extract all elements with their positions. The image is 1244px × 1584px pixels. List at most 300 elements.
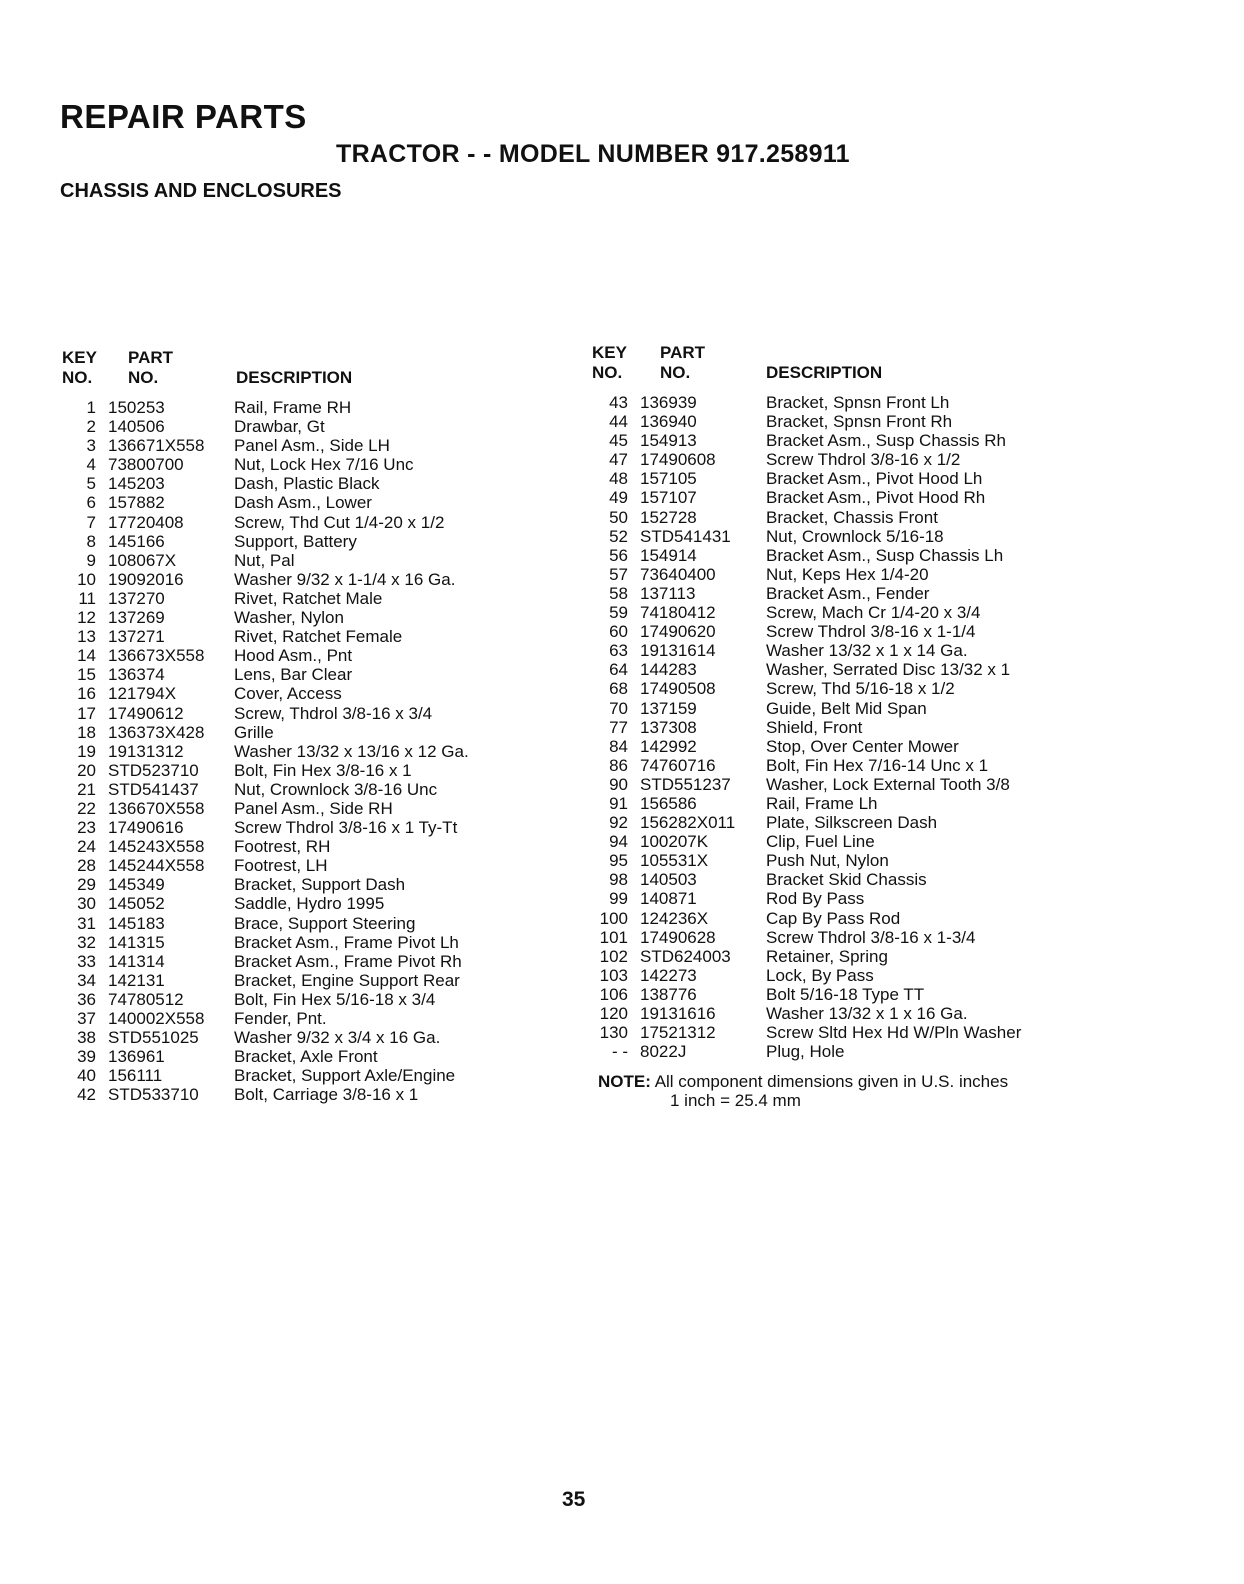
key-number: 22 [77,798,96,818]
part-number: 73800700 [108,455,184,475]
part-description: Bracket Asm., Susp Chassis Lh [766,545,1004,565]
part-number: 145243X558 [108,837,205,857]
table-row [588,527,1076,546]
key-number: 39 [77,1047,96,1067]
part-number: 74780512 [108,989,184,1009]
part-description: Bracket Asm., Frame Pivot Lh [234,932,459,952]
part-description: Washer 13/32 x 1 x 16 Ga. [766,1004,968,1023]
key-number: 36 [77,989,96,1009]
part-description: Screw, Thd Cut 1/4-20 x 1/2 [234,512,445,532]
part-number: 145349 [108,875,165,895]
key-number: 19 [77,741,96,761]
table-row [588,775,1076,794]
table-row [56,665,544,684]
part-description: Push Nut, Nylon [766,851,889,871]
table-row [56,1085,544,1104]
part-description: Washer, Lock External Tooth 3/8 [766,774,1010,794]
key-number: 92 [609,813,628,833]
part-number: STD523710 [108,760,199,780]
part-description: Lock, By Pass [766,965,874,985]
part-description: Screw Thdrol 3/8-16 x 1-1/4 [766,622,976,642]
part-description: Fender, Pnt. [234,1009,327,1028]
key-number: 70 [609,698,628,718]
table-row [588,756,1076,775]
key-number: 34 [77,970,96,990]
table-row [588,565,1076,584]
part-description: Footrest, RH [234,837,331,857]
part-description: Bracket Asm., Pivot Hood Lh [766,469,983,489]
part-number: 145244X558 [108,856,205,876]
part-description: Cap By Pass Rod [766,908,901,928]
part-description: Rail, Frame Lh [766,793,878,813]
page-number: 35 [562,1488,586,1511]
key-number: 77 [609,717,628,737]
table-row [588,469,1076,488]
table-row [56,436,544,455]
table-row [56,646,544,665]
parts-list-left [56,348,544,1104]
key-number: 16 [77,684,96,704]
table-row [56,1028,544,1047]
part-number: 145052 [108,894,165,914]
table-row [588,889,1076,908]
part-number: 144283 [640,660,697,680]
table-row [56,971,544,990]
table-row [588,641,1076,660]
key-number: 45 [609,431,628,451]
table-row [588,679,1076,698]
model-number-heading: TRACTOR - - MODEL NUMBER 917.258911 [336,140,850,168]
table-row [56,761,544,780]
key-number: 33 [77,951,96,971]
key-number: 102 [599,946,628,966]
part-number: 105531X [640,851,709,871]
key-number: 50 [609,507,628,527]
part-number: 154914 [640,545,697,565]
key-number: 7 [86,512,96,532]
part-number: 152728 [640,507,697,527]
key-number: 43 [609,393,628,412]
key-number: 91 [609,793,628,813]
part-description: Bracket Asm., Susp Chassis Rh [766,431,1006,451]
part-number: 157107 [640,488,697,508]
part-description: Bracket, Engine Support Rear [234,970,460,990]
key-number: 57 [609,564,628,584]
part-description: Support, Battery [234,531,357,551]
parts-rows-left [56,398,544,1104]
description-header: DESCRIPTION [236,368,353,387]
key-number: 31 [77,913,96,933]
part-description: Bracket Skid Chassis [766,870,927,890]
key-number: 30 [77,894,96,914]
table-row [56,398,544,417]
part-description: Dash, Plastic Black [234,474,380,494]
part-description: Lens, Bar Clear [234,665,353,685]
table-row [588,851,1076,870]
table-row [56,780,544,799]
part-number: 157882 [108,493,165,513]
part-description: Retainer, Spring [766,946,888,966]
part-description: Screw Sltd Hex Hd W/Pln Washer [766,1023,1022,1043]
part-description: Washer 9/32 x 1-1/4 x 16 Ga. [234,569,456,589]
table-row [588,794,1076,813]
part-description: Cover, Access [234,684,342,704]
key-number: 11 [78,588,96,608]
part-description: Bolt, Fin Hex 7/16-14 Unc x 1 [766,755,989,775]
part-description: Bolt 5/16-18 Type TT [766,984,925,1004]
table-row [588,622,1076,641]
part-number: STD551237 [640,774,731,794]
part-number: 138776 [640,984,697,1004]
part-description: Bolt, Fin Hex 5/16-18 x 3/4 [234,989,436,1009]
part-number: 124236X [640,908,709,928]
key-number: 17 [77,703,96,723]
part-number: 140506 [108,417,165,437]
part-number: 8022J [640,1042,687,1062]
parts-rows-right [588,393,1076,1061]
key-number: 63 [609,641,628,661]
key-number: 5 [86,474,96,494]
key-number: 106 [599,984,628,1004]
part-description: Rod By Pass [766,889,865,909]
key-number: 21 [77,779,96,799]
part-number: STD551025 [108,1028,199,1048]
key-number: 12 [77,608,96,628]
part-description: Stop, Over Center Mower [766,736,959,756]
key-number: 23 [77,818,96,838]
part-description: Washer, Serrated Disc 13/32 x 1 [766,660,1011,680]
part-number: 121794X [108,684,177,704]
table-row [588,985,1076,1004]
part-header-line2: NO. [128,368,159,387]
part-description: Guide, Belt Mid Span [766,698,927,718]
part-number: 108067X [108,550,177,570]
part-description: Rivet, Ratchet Male [234,588,383,608]
key-number: 99 [609,889,628,909]
part-number: STD624003 [640,946,731,966]
table-row [588,603,1076,622]
table-row [588,412,1076,431]
part-number: 140503 [640,870,697,890]
part-description: Bracket Asm., Frame Pivot Rh [234,951,462,971]
note-label: NOTE: [598,1072,651,1091]
part-description: Nut, Lock Hex 7/16 Unc [234,455,414,475]
key-number: 8 [86,531,96,551]
part-number: 150253 [108,398,165,417]
table-row [56,914,544,933]
key-number: 20 [77,760,96,780]
part-description: Nut, Crownlock 5/16-18 [766,526,944,546]
part-description: Panel Asm., Side LH [234,436,390,456]
part-number: 136939 [640,393,697,412]
part-number: 156111 [108,1066,163,1086]
part-description: Bolt, Carriage 3/8-16 x 1 [234,1085,419,1105]
table-row [56,551,544,570]
part-description: Shield, Front [766,717,863,737]
part-description: Dash Asm., Lower [234,493,372,513]
table-row [588,1042,1076,1061]
key-number: 9 [86,550,96,570]
table-row [588,928,1076,947]
key-number: - - [611,1042,628,1062]
part-number: 17490628 [640,927,716,947]
part-number: 140002X558 [108,1009,205,1028]
part-number: 140871 [640,889,697,909]
key-number: 44 [609,412,628,432]
key-number: 1 [86,398,96,417]
table-row [56,474,544,493]
key-number: 13 [77,627,96,647]
part-description: Plate, Silkscreen Dash [766,813,938,833]
part-number: 137271 [108,627,165,647]
part-description: Screw Thdrol 3/8-16 x 1 Ty-Tt [234,818,458,838]
table-row [56,1047,544,1066]
part-description: Bracket, Chassis Front [766,507,938,527]
table-row [588,660,1076,679]
part-description: Panel Asm., Side RH [234,798,393,818]
part-description: Bracket, Spnsn Front Rh [766,412,953,432]
table-row [588,1023,1076,1042]
key-number: 14 [77,646,96,666]
part-description: Screw Thdrol 3/8-16 x 1/2 [766,450,961,470]
key-number: 32 [77,932,96,952]
table-row [588,737,1076,756]
key-number: 56 [609,545,628,565]
key-number: 28 [77,856,96,876]
part-number: 136961 [108,1047,165,1067]
part-number: 145183 [108,913,165,933]
key-number: 86 [609,755,628,775]
table-row [56,742,544,761]
part-description: Screw, Thd 5/16-18 x 1/2 [766,679,955,699]
part-number: 136373X428 [108,722,205,742]
part-number: 17521312 [640,1023,716,1043]
part-number: 73640400 [640,564,716,584]
part-description: Plug, Hole [766,1042,845,1062]
table-row [588,393,1076,412]
part-number: 142131 [108,970,165,990]
key-header-line1: KEY [592,343,627,362]
part-number: 137269 [108,608,165,628]
table-row [56,875,544,894]
part-number: 17490616 [108,818,184,838]
table-row [56,856,544,875]
part-description: Bracket, Axle Front [234,1047,378,1067]
part-number: 17720408 [108,512,184,532]
part-description: Bracket, Spnsn Front Lh [766,393,950,412]
part-description: Screw Thdrol 3/8-16 x 1-3/4 [766,927,976,947]
key-number: 94 [609,832,628,852]
table-row [588,966,1076,985]
key-number: 3 [86,436,96,456]
part-description: Drawbar, Gt [234,417,325,437]
key-header-line2: NO. [592,363,623,382]
key-number: 130 [599,1023,628,1043]
key-number: 6 [86,493,96,513]
key-number: 58 [609,583,628,603]
key-number: 95 [609,851,628,871]
table-row [588,947,1076,966]
part-description: Rail, Frame RH [234,398,352,417]
part-number: 141315 [108,932,165,952]
part-number: 74760716 [640,755,716,775]
part-number: 137270 [108,588,165,608]
part-description: Nut, Pal [234,550,295,570]
table-row [56,952,544,971]
part-description: Bracket Asm., Pivot Hood Rh [766,488,986,508]
table-row [56,570,544,589]
table-row [588,870,1076,889]
table-row [56,684,544,703]
table-row [588,813,1076,832]
key-number: 37 [77,1009,96,1028]
part-description: Footrest, LH [234,856,328,876]
part-number: STD541431 [640,526,731,546]
key-number: 18 [77,722,96,742]
part-number: 136374 [108,665,165,685]
key-number: 2 [86,417,96,437]
table-row [56,723,544,742]
part-number: 142273 [640,965,697,985]
part-number: 17490612 [108,703,184,723]
table-row [56,933,544,952]
part-header-line1: PART [660,343,706,362]
table-row [56,837,544,856]
table-row [56,532,544,551]
note-conversion: 1 inch = 25.4 mm [670,1091,801,1110]
part-description: Screw, Thdrol 3/8-16 x 3/4 [234,703,433,723]
key-number: 4 [86,455,96,475]
table-row [56,799,544,818]
part-header-line2: NO. [660,363,691,382]
table-row [56,493,544,512]
key-number: 15 [77,665,96,685]
part-description: Rivet, Ratchet Female [234,627,403,647]
note-text: All component dimensions given in U.S. inches [654,1072,1009,1091]
part-description: Nut, Keps Hex 1/4-20 [766,564,929,584]
table-row [588,584,1076,603]
table-row [56,608,544,627]
part-number: 136670X558 [108,798,205,818]
table-row [56,627,544,646]
key-number: 98 [609,870,628,890]
parts-list-header [56,348,544,392]
table-row [588,450,1076,469]
parts-list-header [588,343,1076,387]
part-number: 74180412 [640,603,716,623]
key-number: 60 [609,622,628,642]
key-number: 40 [77,1066,96,1086]
table-row [56,589,544,608]
part-number: 137308 [640,717,697,737]
part-description: Washer 13/32 x 13/16 x 12 Ga. [234,741,469,761]
part-description: Brace, Support Steering [234,913,416,933]
key-number: 103 [599,965,628,985]
part-description: Bolt, Fin Hex 3/8-16 x 1 [234,760,412,780]
part-number: 142992 [640,736,697,756]
table-row [588,488,1076,507]
key-number: 24 [77,837,96,857]
table-row [56,417,544,436]
part-description: Washer 13/32 x 1 x 14 Ga. [766,641,968,661]
part-number: STD533710 [108,1085,199,1105]
table-row [56,513,544,532]
key-number: 90 [609,774,628,794]
key-number: 38 [77,1028,96,1048]
key-number: 10 [77,569,96,589]
key-number: 42 [77,1085,96,1105]
part-number: 17490620 [640,622,716,642]
key-number: 84 [609,736,628,756]
part-description: Screw, Mach Cr 1/4-20 x 3/4 [766,603,981,623]
part-description: Clip, Fuel Line [766,832,875,852]
table-row [56,455,544,474]
part-number: 17490508 [640,679,716,699]
table-row [588,546,1076,565]
table-row [588,431,1076,450]
part-description: Bracket, Support Axle/Engine [234,1066,456,1086]
part-number: 137159 [640,698,697,718]
key-number: 64 [609,660,628,680]
table-row [56,990,544,1009]
dimensions-note [598,1072,1008,1110]
part-description: Grille [234,722,274,742]
key-number: 101 [599,927,628,947]
table-row [588,1004,1076,1023]
part-number: 145166 [108,531,165,551]
section-heading: CHASSIS AND ENCLOSURES [60,180,342,202]
part-description: Washer 9/32 x 3/4 x 16 Ga. [234,1028,441,1048]
part-number: 19131616 [640,1004,716,1023]
part-number: 154913 [640,431,697,451]
table-row [588,718,1076,737]
page-title: REPAIR PARTS [60,98,307,135]
table-row [588,699,1076,718]
part-description: Washer, Nylon [234,608,344,628]
key-number: 100 [599,908,628,928]
parts-list-right [588,343,1076,1061]
key-header-line1: KEY [62,348,97,367]
key-number: 49 [609,488,628,508]
part-number: 19131614 [640,641,716,661]
part-description: Bracket, Support Dash [234,875,406,895]
table-row [588,909,1076,928]
part-description: Hood Asm., Pnt [234,646,353,666]
key-number: 48 [609,469,628,489]
table-row [56,894,544,913]
table-row [56,704,544,723]
description-header: DESCRIPTION [766,363,883,382]
table-row [56,818,544,837]
key-number: 29 [77,875,96,895]
table-row [56,1066,544,1085]
key-number: 52 [609,526,628,546]
key-number: 68 [609,679,628,699]
part-number: 19131312 [108,741,184,761]
part-description: Saddle, Hydro 1995 [234,894,385,914]
part-number: 137113 [640,583,696,603]
key-number: 47 [609,450,628,470]
part-header-line1: PART [128,348,174,367]
part-description: Bracket Asm., Fender [766,583,930,603]
part-number: 145203 [108,474,165,494]
part-number: 141314 [108,951,165,971]
part-number: 136940 [640,412,697,432]
part-number: 100207K [640,832,709,852]
part-number: 157105 [640,469,697,489]
table-row [56,1009,544,1028]
key-header-line2: NO. [62,368,93,387]
